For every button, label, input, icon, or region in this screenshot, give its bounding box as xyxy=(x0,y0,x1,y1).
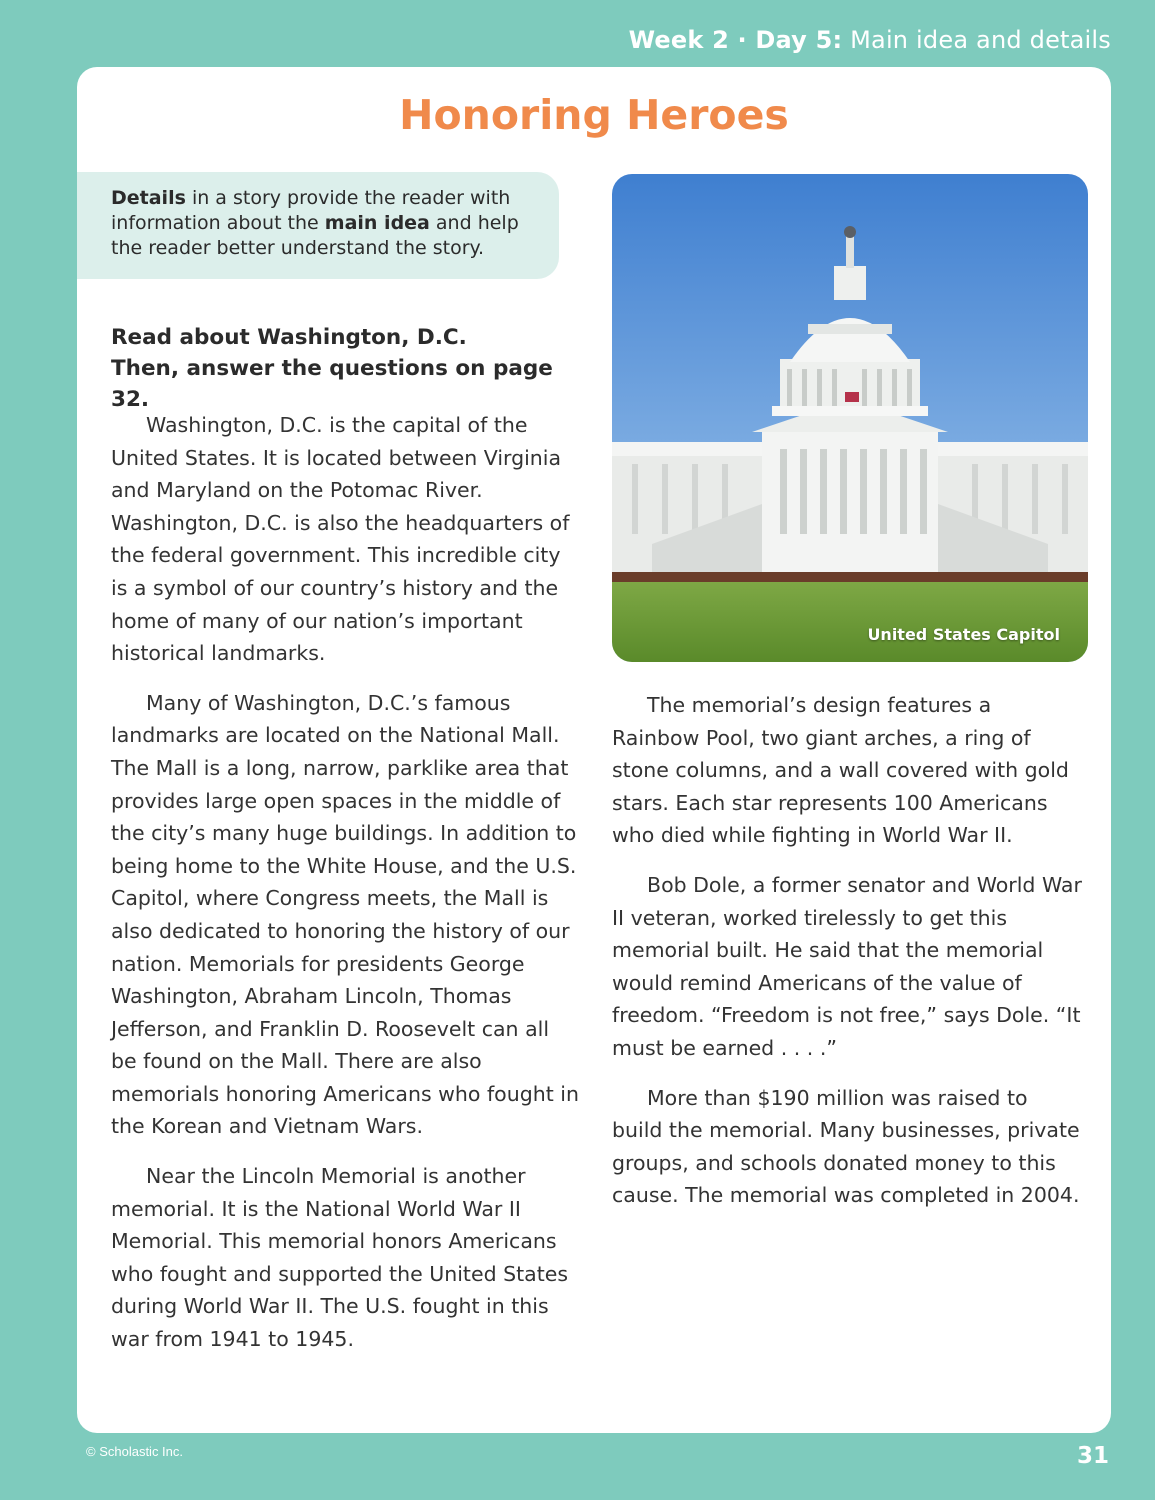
copyright-notice: © Scholastic Inc. xyxy=(86,1444,184,1459)
page-title: Honoring Heroes xyxy=(399,91,789,139)
instructions-line-2: Then, answer the questions on page 32. xyxy=(111,356,553,412)
paragraph: Many of Washington, D.C.’s famous landmarks are located on the National Mall. The Mall is a long, narrow, parklike area that provides large open spaces in the middle of the city’s many huge buildings. In addition to being home to the White House, and the U.S. Capitol, where Congress meets, the Mall is also dedicated to honoring the history of our nation. Memorials for presidents George Washington, Abraham Lincoln, Thomas Jefferson, and Franklin D. Roosevelt can all be found on the Mall. There are also memorials honoring Americans who fought in the Korean and Vietnam Wars. xyxy=(111,690,579,1139)
paragraph: Washington, D.C. is the capital of the United States. It is located between Virginia and Maryland on the Potomac River. Washington, D.C. is also the headquarters of the federal government. This incredible city is a symbol of our country’s history and the home of many of our nation’s important historical landmarks. xyxy=(111,413,570,666)
right-column-text xyxy=(612,689,1082,1229)
paragraph: Bob Dole, a former senator and World War II veteran, worked tirelessly to get this memorial built. He said that the memorial would remind Americans of the value of freedom. “Freedom is not free,” says Dole. “It must be earned . . . .” xyxy=(612,872,1082,1060)
callout-term-main-idea: main idea xyxy=(324,212,430,234)
instructions-line-1: Read about Washington, D.C. xyxy=(111,325,467,350)
header-topic: Main idea and details xyxy=(850,26,1111,54)
page-number: 31 xyxy=(1076,1443,1109,1469)
photo-caption: United States Capitol xyxy=(867,625,1060,644)
left-column-text xyxy=(111,409,581,1373)
instructions xyxy=(111,322,581,415)
callout-text-1: in a story provide the reader with information about the xyxy=(111,187,511,234)
paragraph: More than $190 million was raised to build the memorial. Many businesses, private groups, and schools donated money to this cause. The memorial was completed in 2004. xyxy=(612,1085,1080,1208)
paragraph: The memorial’s design features a Rainbow Pool, two giant arches, a ring of stone columns, and a wall covered with gold stars. Each star represents 100 Americans who died while fighting in World War II. xyxy=(612,693,1069,848)
page-header xyxy=(629,26,1111,54)
capitol-photo xyxy=(612,174,1088,662)
callout-text-2: and help the reader better understand the story. xyxy=(111,212,519,259)
capitol-illustration xyxy=(612,174,1088,662)
header-week-day: Week 2 · Day 5: xyxy=(628,26,843,54)
paragraph: Near the Lincoln Memorial is another memorial. It is the National World War II Memorial. This memorial honors Americans who fought and supported the United States during World War II. The U.S. fought in this war from 1941 to 1945. xyxy=(111,1164,569,1352)
definition-callout xyxy=(77,172,559,279)
callout-term-details: Details xyxy=(111,187,186,209)
worksheet-card xyxy=(77,67,1111,1433)
